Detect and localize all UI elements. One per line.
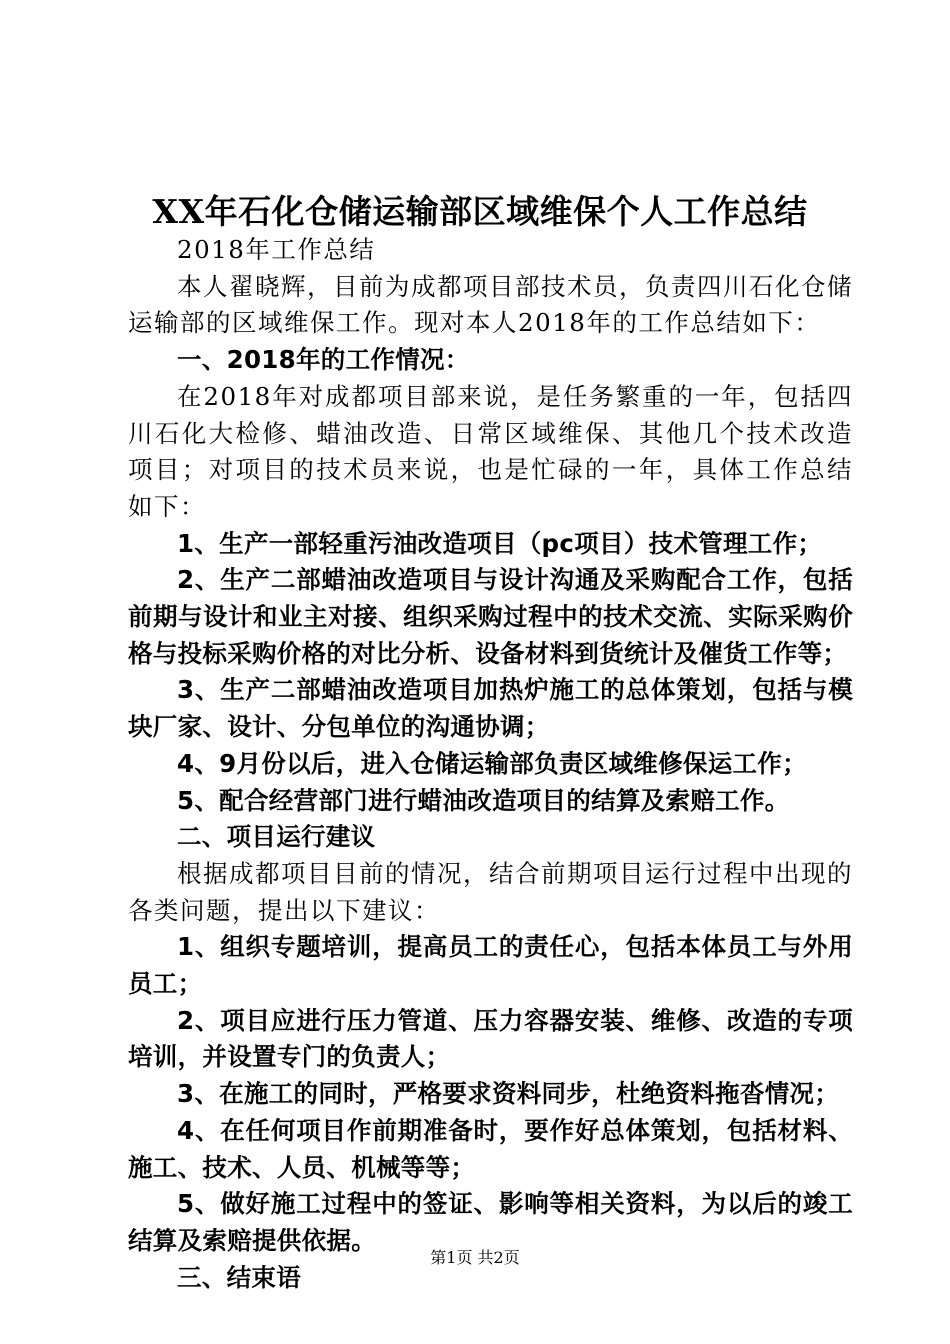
page-footer: 第1页 共2页 [430, 1248, 520, 1267]
paragraph-intro: 本人翟晓辉，目前为成都项目部技术员，负责四川石化仓储运输部的区域维保工作。现对本人2018年的工作总结如下： [128, 271, 853, 338]
list-item-suggestion-2: 2、项目应进行压力管道、压力容器安装、维修、改造的专项培训，并设置专门的负责人； [128, 1005, 853, 1072]
list-item-work-2: 2、生产二部蜡油改造项目与设计沟通及采购配合工作，包括前期与设计和业主对接、组织采购过程中的技术交流、实际采购价格与投标采购价格的对比分析、设备材料到货统计及催货工作等； [128, 565, 853, 668]
list-item-work-5: 5、配合经营部门进行蜡油改造项目的结算及索赔工作。 [177, 785, 790, 815]
paragraph-work-overview: 在2018年对成都项目部来说，是任务繁重的一年，包括四川石化大检修、蜡油改造、日常区域维保、其他几个技术改造项目；对项目的技术员来说，也是忙碌的一年，具体工作总结如下： [128, 381, 853, 521]
paragraph-subtitle: 2018年工作总结 [177, 235, 376, 264]
paragraph-suggestions-intro: 根据成都项目目前的情况，结合前期项目运行过程中出现的各类问题，提出以下建议： [128, 858, 853, 925]
list-item-suggestion-1: 1、组织专题培训，提高员工的责任心，包括本体员工与外用员工； [128, 932, 853, 999]
section-heading-3: 三、结束语 [177, 1262, 301, 1292]
list-item-suggestion-3: 3、在施工的同时，严格要求资料同步，杜绝资料拖沓情况； [177, 1079, 840, 1109]
list-item-work-3: 3、生产二部蜡油改造项目加热炉施工的总体策划，包括与模块厂家、设计、分包单位的沟通协调； [128, 675, 853, 742]
list-item-suggestion-5: 5、做好施工过程中的签证、影响等相关资料，为以后的竣工结算及索赔提供依据。 [128, 1189, 853, 1255]
list-item-work-4: 4、9月份以后，进入仓储运输部负责区域维修保运工作； [177, 748, 807, 778]
document-title: XX年石化仓储运输部区域维保个人工作总结 [152, 192, 808, 231]
list-item-suggestion-4: 4、在任何项目作前期准备时，要作好总体策划，包括材料、施工、技术、人员、机械等等； [128, 1115, 853, 1182]
document-body [128, 232, 853, 1296]
section-heading-2: 二、项目运行建议 [177, 822, 376, 852]
list-item-work-1: 1、生产一部轻重污油改造项目（pc项目）技术管理工作； [177, 528, 823, 558]
section-heading-1: 一、2018年的工作情况： [177, 345, 470, 375]
